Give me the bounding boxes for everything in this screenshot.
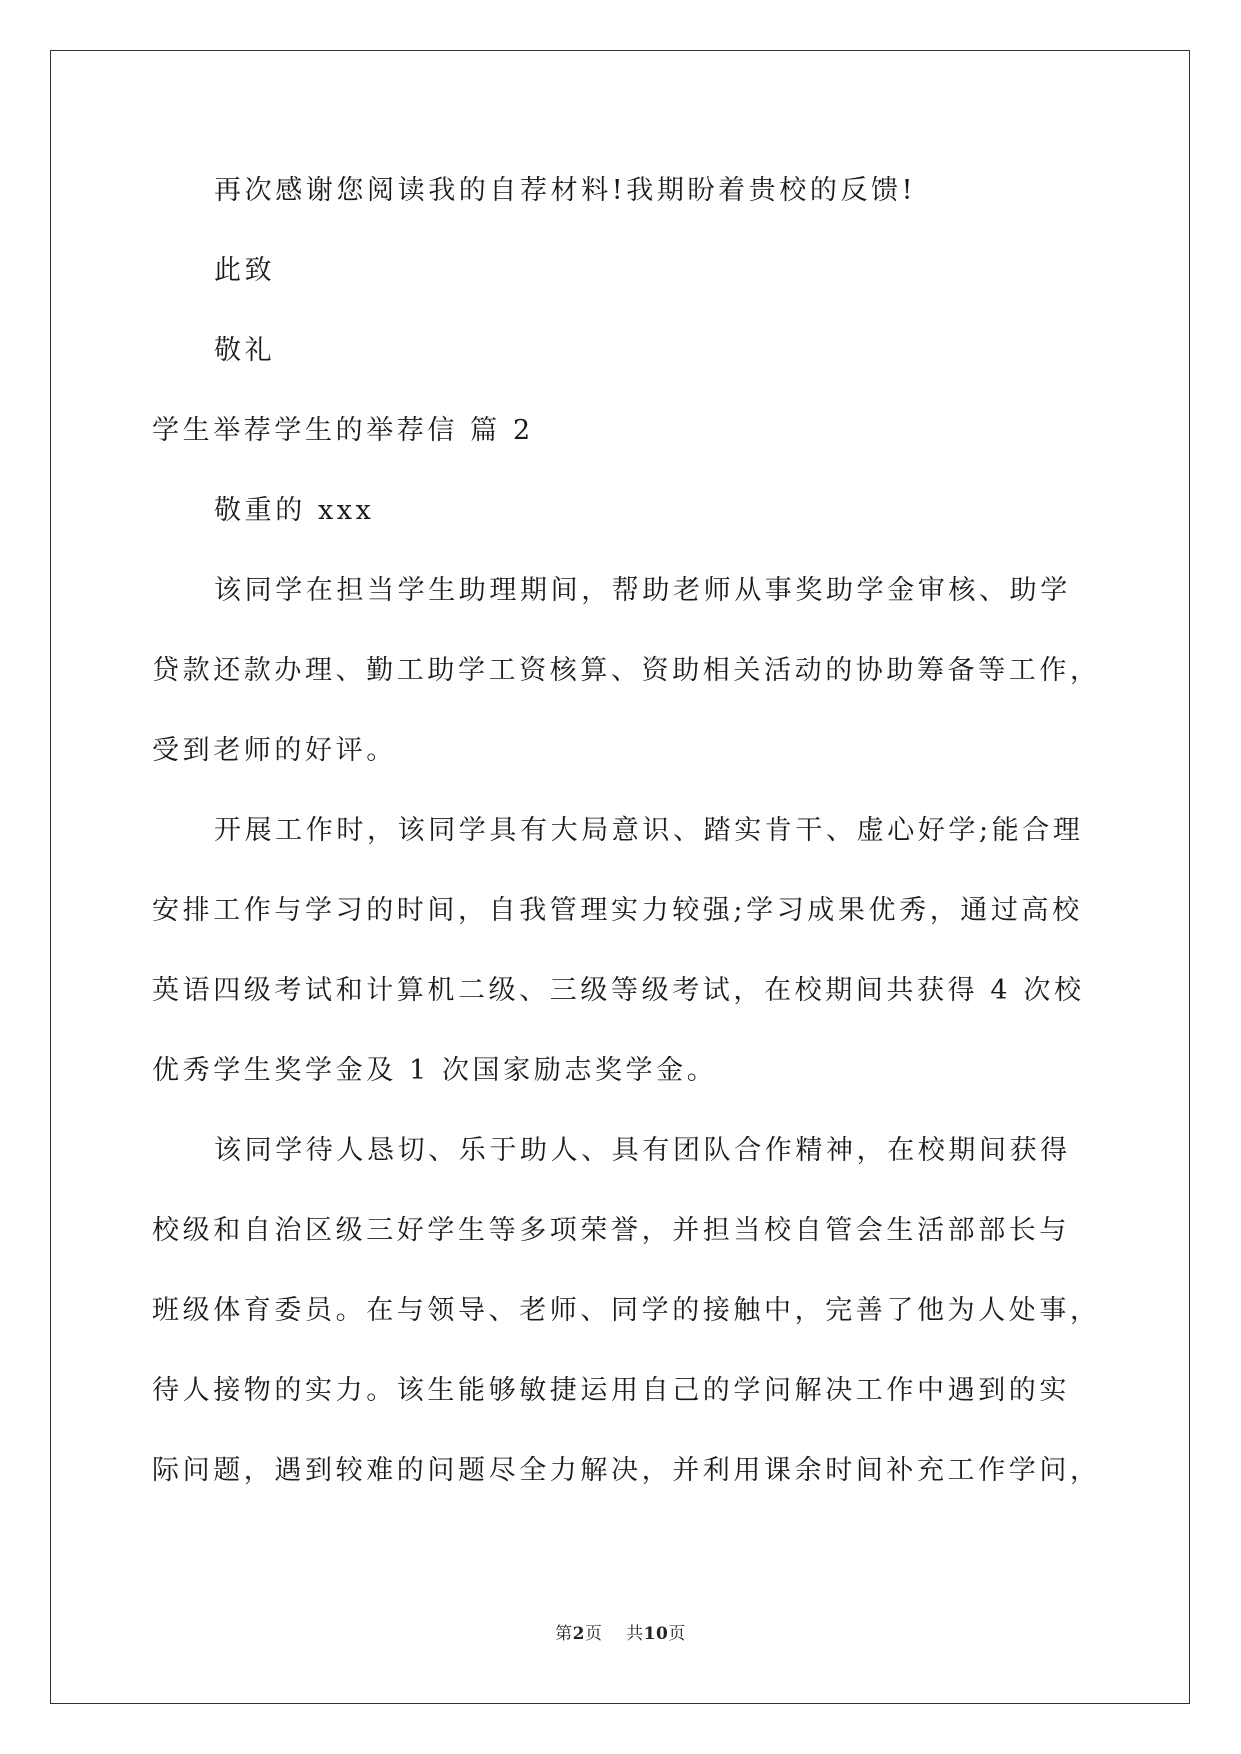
paragraph-3-line-5: 际问题，遇到较难的问题尽全力解决，并利用课余时间补充工作学问， [152, 1455, 1101, 1486]
section-heading: 学生举荐学生的举荐信 篇 2 [152, 415, 534, 446]
greeting-line: 敬重的 xxx [214, 495, 375, 526]
paragraph-2-line-1: 开展工作时，该同学具有大局意识、踏实肯干、虚心好学;能合理 [214, 815, 1084, 846]
paragraph-2-line-3: 英语四级考试和计算机二级、三级等级考试，在校期间共获得 4 次校 [152, 975, 1085, 1006]
footer-total-prefix: 共 [626, 1624, 644, 1644]
paragraph-1-line-3: 受到老师的好评。 [152, 735, 397, 766]
paragraph-1-line-1: 该同学在担当学生助理期间，帮助老师从事奖助学金审核、助学 [214, 575, 1071, 606]
footer-prefix: 第 [555, 1624, 573, 1644]
footer-total-suffix: 页 [668, 1624, 686, 1644]
page-footer [0, 1623, 1241, 1645]
salutation-cizhi: 此致 [214, 255, 276, 286]
footer-page-suffix: 页 [585, 1624, 603, 1644]
salutation-jingli: 敬礼 [214, 335, 276, 366]
paragraph-2-line-2: 安排工作与学习的时间，自我管理实力较强;学习成果优秀，通过高校 [152, 895, 1083, 926]
paragraph-3-line-4: 待人接物的实力。该生能够敏捷运用自己的学问解决工作中遇到的实 [152, 1375, 1070, 1406]
paragraph-3-line-1: 该同学待人恳切、乐于助人、具有团队合作精神，在校期间获得 [214, 1135, 1071, 1166]
paragraph-1-line-2: 贷款还款办理、勤工助学工资核算、资助相关活动的协助筹备等工作， [152, 655, 1101, 686]
closing-thanks-line: 再次感谢您阅读我的自荐材料!我期盼着贵校的反馈! [214, 175, 917, 206]
paragraph-3-line-3: 班级体育委员。在与领导、老师、同学的接触中，完善了他为人处事， [152, 1295, 1101, 1326]
paragraph-2-line-4: 优秀学生奖学金及 1 次国家励志奖学金。 [152, 1055, 718, 1086]
footer-page-number: 2 [572, 1624, 586, 1644]
footer-total-pages: 10 [643, 1624, 669, 1644]
paragraph-3-line-2: 校级和自治区级三好学生等多项荣誉，并担当校自管会生活部部长与 [152, 1215, 1070, 1246]
